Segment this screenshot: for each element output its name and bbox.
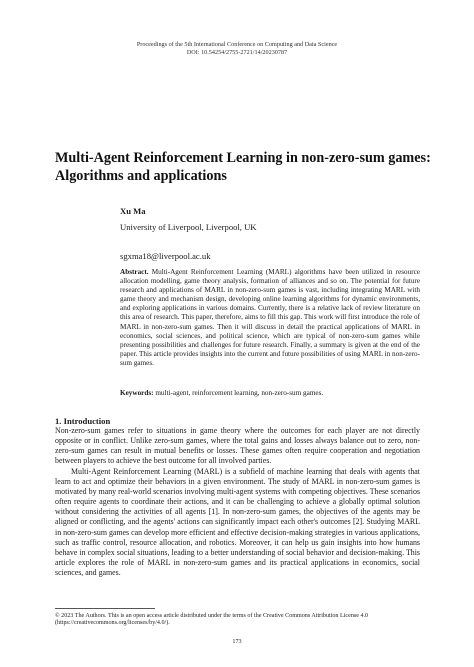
page-number: 173	[232, 638, 242, 645]
header-conference: Proceedings of the 5th International Conference on Computing and Data Science	[136, 41, 338, 48]
license-footnote	[55, 613, 420, 628]
author-name: Xu Ma	[120, 206, 146, 216]
header-doi: DOI: 10.54254/2755-2721/14/20230787	[186, 49, 288, 56]
abstract-text: Multi-Agent Reinforcement Learning (MARL) algorithms have been utilized in resource allocation modelling, game theory analysis, formation of alliances and so on. The potential for future research and applications of MARL in non-zero-sum games is vast, including integrating MARL with game theory and mechanism design, developing online learning algorithms for dynamic environments, and exploring applications in various domains. Currently, there is a relative lack of review literature on this area of research. This paper, therefore, aims to fill this gap. This work will first introduce the role of MARL in non-zero-sum games. Then it will discuss in detail the practical applications of MARL in economics, social sciences, and political science, which are typical of non-zero-sum games while presenting possibilities and challenges for future research. Finally, a summary is given at the end of the paper. This article provides insights into the current and future possibilities of using MARL in non-zero-sum games.	[120, 268, 420, 367]
paper-title: Multi-Agent Reinforcement Learning in non-zero-sum games: Algorithms and applications	[55, 150, 431, 184]
section-body	[55, 426, 420, 578]
keywords-label: Keywords:	[120, 389, 154, 397]
paragraph: Multi-Agent Reinforcement Learning (MARL) is a subfield of machine learning that deals with agents that learn to act and optimize their behaviors in a given environment. The study of MARL in non-zero-sum games is motivated by many real-world scenarios involving multi-agent systems with competing objectives. These scenarios often require agents to coordinate their actions, and it can be challenging to achieve a globally optimal solution without considering the activities of all agents [1]. In non-zero-sum games, the objectives of the agents may be aligned or conflicting, and the agents' actions can significantly impact each other's outcomes [2]. Studying MARL in non-zero-sum games can develop more efficient and effective decision-making strategies in various applications, such as traffic control, resource allocation, and robotics. Moreover, it can help us gain insights into how humans behave in complex social situations, leading to a better understanding of social behavior and decision-making. This article explores the role of MARL in non-zero-sum games and its practical applications in economics, social sciences, and games.	[55, 466, 420, 578]
abstract-label: Abstract.	[120, 268, 149, 276]
footnote-divider	[55, 608, 155, 609]
author-email: sgxma18@liverpool.ac.uk	[120, 251, 211, 261]
license-url: (https://creativecommons.org/licenses/by/4.0/).	[55, 620, 170, 627]
author-affiliation: University of Liverpool, Liverpool, UK	[120, 222, 257, 232]
abstract	[120, 268, 420, 368]
keywords-text: multi-agent, reinforcement learning, non-zero-sum games.	[155, 389, 324, 397]
section-heading: 1. Introduction	[55, 416, 111, 426]
license-text: © 2023 The Authors. This is an open access article distributed under the terms of the Creative Commons Attribution License 4.0	[55, 613, 369, 619]
keywords	[120, 389, 420, 398]
paragraph: Non-zero-sum games refer to situations in game theory where the outcomes for each player are not directly opposite or in conflict. Unlike zero-sum games, where the total gains and losses always balance out to zero, non-zero-sum games can result in mutual benefits or losses. These games often require cooperation and negotiation between players to achieve the best outcome for all involved parties.	[55, 426, 420, 466]
proceedings-header	[0, 41, 474, 57]
